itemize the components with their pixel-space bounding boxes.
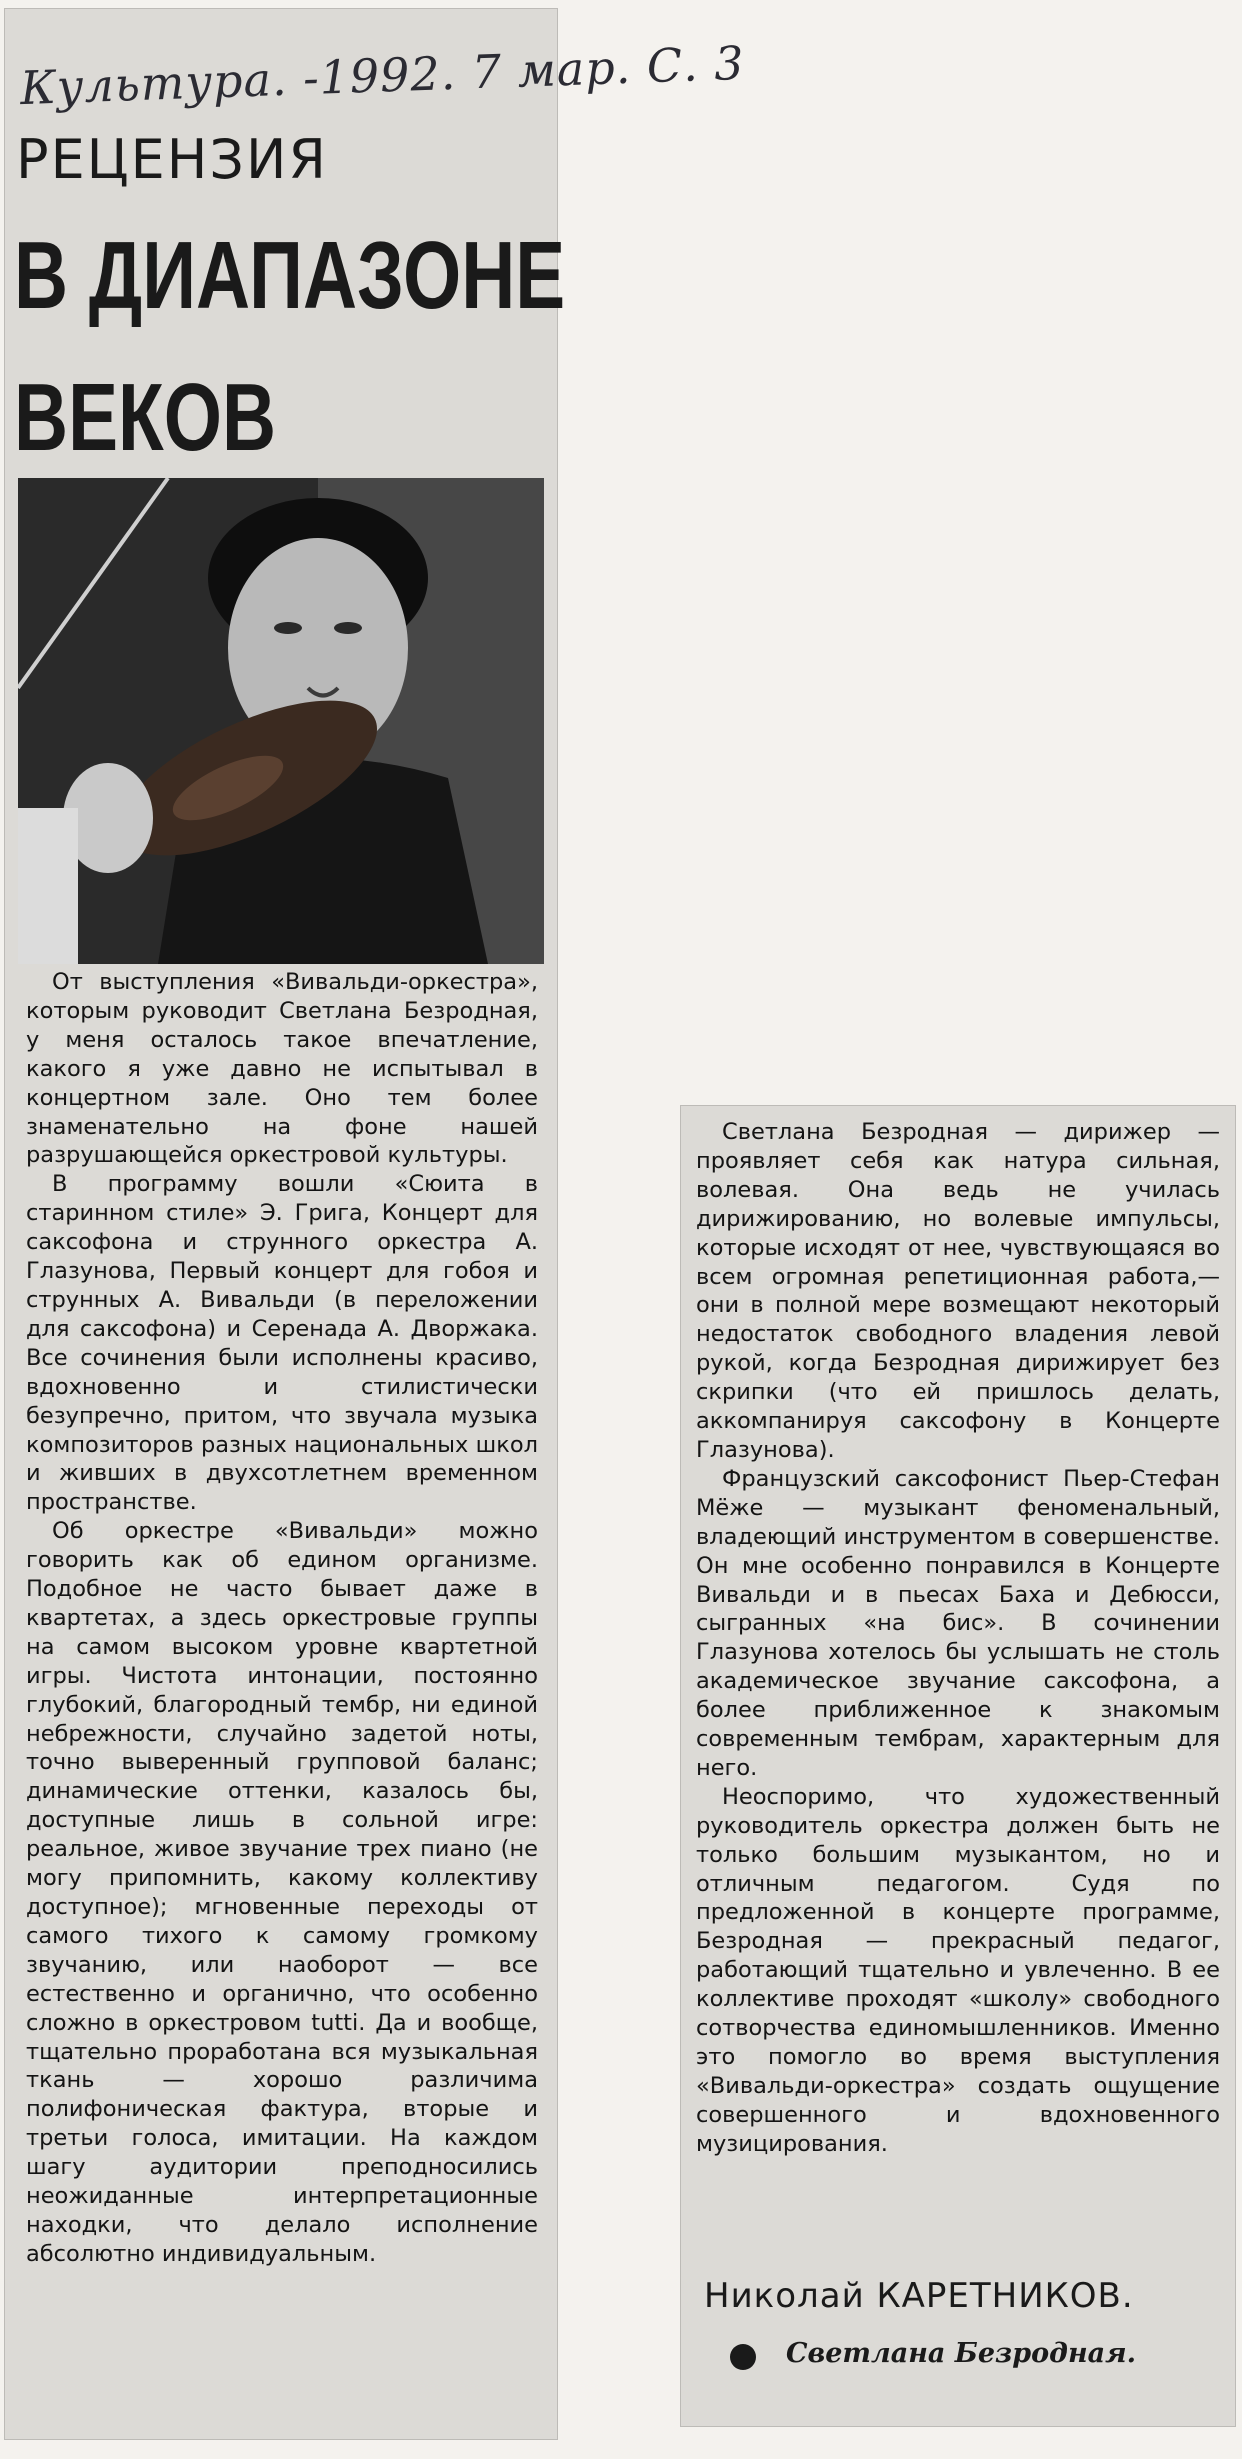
article-body-right (696, 1118, 1220, 2159)
photo-caption-wrapper (730, 2338, 1136, 2369)
handwritten-source-note: Культура. -1992. 7 мар. С. 3 (19, 35, 746, 116)
paragraph: Об оркестре «Вивальди» можно говорить как об едином организме. Подобное не часто бывает даже в квартетах, а здесь оркестровые группы на самом высоком уровне квартетной игры. Чистота интонации, постоянно глубокий, благородный тембр, ни единой небрежности, случайно задетой ноты, точно выверенный групповой баланс; динамические оттенки, казалось бы, доступные лишь в сольной игре: реальное, живое звучание трех пиано (не могу припомнить, какому коллективу доступное); мгновенные переходы от самого тихого к самому громкому звучанию, или наоборот — все естественно и органично, что особенно сложно в оркестровом tutti. Да и вообще, тщательно проработана вся музыкальная ткань — хорошо различима полифоническая фактура, вторые и третьи голоса, имитации. На каждом шагу аудитории преподносились неожиданные интерпретационные находки, что делало исполнение абсолютно индивидуальным. (26, 1518, 538, 2267)
paragraph: В программу вошли «Сюита в старинном стиле» Э. Грига, Концерт для саксофона и струнного оркестра А. Глазунова, Первый концерт для гобоя и струнных А. Вивальди (в переложении для саксофона) и Серенада А. Дворжака. Все сочинения были исполнены красиво, вдохновенно и стилистически безупречно, притом, что звучала музыка композиторов разных национальных школ и живших в двухсотлетнем временном пространстве. (26, 1171, 538, 1516)
conductor-photo (18, 478, 544, 964)
article-body-left (26, 968, 538, 2269)
rubric-label: РЕЦЕНЗИЯ (16, 128, 328, 191)
paragraph: Французский саксофонист Пьер-Стефан Мёже — музыкант феноменальный, владеющий инструментом в совершенстве. Он мне особенно понравился в Концерте Вивальди и в пьесах Баха и Дебюсси, сыгранных «на бис». В сочинении Глазунова хотелось бы услышать не столь академическое звучание саксофона, а более приближенное к знакомым современным тембрам, характерным для него. (696, 1465, 1220, 1781)
author-signature: Николай КАРЕТНИКОВ. (704, 2276, 1134, 2316)
photo-caption: Светлана Безродная. (786, 2338, 1137, 2369)
paragraph: Светлана Безродная — дирижер — проявляет себя как натура сильная, волевая. Она ведь не училась дирижированию, но волевые импульсы, которые исходят от нее, чувствующаяся во всем огромная репетиционная работа,— они в полной мере возмещают некоторый недостаток свободного владения левой рукой, когда Безродная дирижирует без скрипки (что ей пришлось делать, аккомпанируя саксофону в Концерте Глазунова). (696, 1119, 1220, 1463)
paragraph: От выступления «Вивальди-оркестра», которым руководит Светлана Безродная, у меня осталось такое впечатление, какого я уже давно не испытывал в концертном зале. Оно тем более знаменательно на фоне нашей разрушающейся оркестровой культуры. (26, 969, 538, 1169)
headline-line-1: В ДИАПАЗОНЕ (14, 222, 566, 329)
headline-line-2: ВЕКОВ (14, 364, 277, 471)
paragraph: Неоспоримо, что художественный руководитель оркестра должен быть не только большим музыкантом, но и отличным педагогом. Судя по предложенной в концерте программе, Безродная — прекрасный педагог, работающий тщательно и увлеченно. В ее коллективе проходят «школу» свободного сотворчества единомышленников. Именно это помогло во время выступления «Вивальди-оркестра» создать ощущение совершенного и вдохновенного музицирования. (696, 1783, 1220, 2157)
violinist-illustration (18, 478, 544, 964)
